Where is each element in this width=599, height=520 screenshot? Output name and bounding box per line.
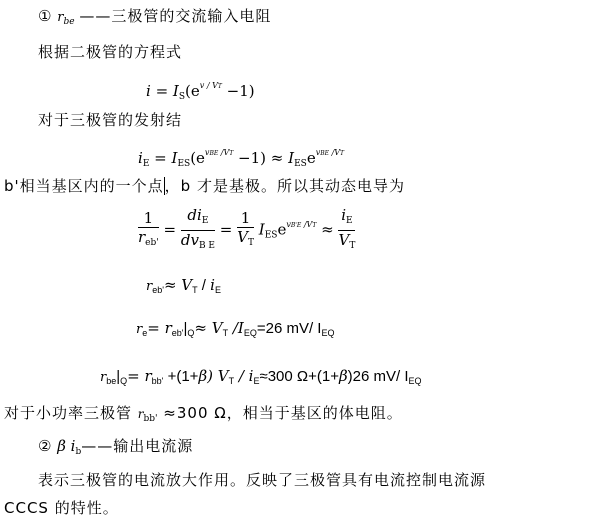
- heading-rbe: [38, 6, 271, 32]
- eq3-e: e: [277, 220, 287, 239]
- conductance-equation: [138, 206, 355, 255]
- eq5-r: r: [136, 322, 143, 337]
- eq2-I2: I: [288, 149, 295, 167]
- l5-prefix: 对于小功率三极管: [4, 404, 138, 422]
- eq2-I2sub: ES: [294, 159, 307, 169]
- base-point-sentence: [4, 176, 405, 196]
- eq6-vt: ) V: [207, 367, 229, 385]
- eq5-isub: EQ: [243, 328, 257, 338]
- diode-equation: [146, 76, 255, 107]
- eq2-e2: e: [306, 149, 316, 167]
- rbe-description: ——三极管的交流输入电阻: [79, 7, 272, 25]
- eq2-exp-v: v: [204, 148, 210, 157]
- eq5-r2sub: eb': [171, 328, 184, 338]
- eq2-i: i: [138, 149, 143, 167]
- l5-suffix: ≈300 Ω，相当于基区的体电阻。: [157, 404, 403, 422]
- frac2-disub: E: [201, 216, 209, 226]
- eq2-equals: =: [149, 149, 172, 167]
- eq1-exp-text: v / V: [199, 81, 218, 90]
- frac4-i: i: [341, 206, 347, 224]
- frac2-den: [181, 231, 215, 255]
- frac2-num: [181, 206, 215, 231]
- cccs-sentence: CCCS 的特性。: [4, 499, 119, 517]
- frac3-Vsub: T: [247, 238, 254, 248]
- eq2-exponent2: [316, 148, 344, 157]
- eq2-open: (e: [190, 149, 205, 167]
- eq4-isub: E: [214, 285, 221, 295]
- eq2-exp-vsub: BE: [209, 150, 219, 157]
- eq6-r2sub: bb': [151, 376, 164, 386]
- eq5-eq-r: = r: [147, 319, 172, 337]
- frac1-num: 1: [138, 209, 159, 228]
- diode-equation-intro: 根据二极管的方程式: [38, 43, 183, 61]
- frac-ie-vt: [338, 206, 355, 255]
- frac4-isub: E: [346, 216, 353, 226]
- eq5-valsub: EQ: [321, 328, 335, 338]
- frac-1-reb: [138, 209, 159, 252]
- eq2-exp-Vsub: T: [229, 150, 234, 157]
- eq1-exp-sub: T: [217, 83, 222, 90]
- eq1-exponent: [200, 81, 222, 90]
- eq2-exponent: [205, 148, 233, 157]
- eq3-exp-V: /V: [301, 219, 313, 229]
- be-subscript: be: [63, 17, 75, 27]
- eq5-rsub: e: [142, 328, 148, 338]
- circle-number-1: ①: [38, 7, 53, 25]
- eq6-bar: |: [116, 368, 121, 385]
- reb-approx: [146, 275, 221, 300]
- frac4-V: V: [338, 231, 350, 249]
- frac-die-dvbe: [181, 206, 215, 255]
- eq5-qsub: Q: [187, 328, 195, 338]
- eq3-exp-Vsub: T: [312, 221, 317, 229]
- eq5-vt: ≈ V: [194, 319, 223, 337]
- output-source-text: ——输出电流源: [81, 437, 194, 455]
- frac1-r: r: [138, 228, 146, 246]
- eq4-tsub: T: [192, 285, 198, 295]
- eq2-isub: E: [142, 159, 150, 169]
- dynamic-conductance-text: ，b 才是基极。所以其动态电导为: [164, 177, 405, 195]
- eq4-rsub: eb': [152, 285, 164, 295]
- eq4-slash: /: [197, 277, 211, 294]
- frac-1-vt: [237, 209, 254, 252]
- frac1-rsub: eb': [145, 238, 159, 248]
- eq3-I: I: [258, 220, 265, 239]
- eq6-rsub: be: [106, 376, 117, 386]
- eq6-r: r: [100, 370, 107, 385]
- eq6-end: )26 mV/ I: [347, 368, 409, 385]
- eq4-i: i: [210, 276, 215, 294]
- frac4-num: [338, 206, 355, 231]
- eq6-eq-r: = r: [127, 367, 152, 385]
- eq5-bar: |: [183, 320, 188, 337]
- eq1-open: (e: [185, 82, 200, 100]
- frac2-di: di: [187, 206, 202, 224]
- eq3-exp-vsub: B'E: [290, 221, 302, 229]
- beta-ib-symbol: β i: [52, 437, 76, 455]
- small-power-sentence: [4, 403, 403, 429]
- eq6-beta: β: [198, 367, 208, 385]
- eq2-exp-V: /V: [218, 148, 230, 157]
- eq1-Isub: S: [178, 92, 186, 102]
- frac4-Vsub: T: [349, 241, 356, 251]
- r-letter: r: [57, 10, 64, 25]
- frac1-den: [138, 228, 159, 252]
- eq3-exponent: [286, 220, 316, 229]
- b-subscript: b: [75, 447, 82, 457]
- emitter-junction-intro: 对于三极管的发射结: [38, 111, 183, 129]
- eq1-I: I: [172, 82, 179, 100]
- l5-r: r: [137, 407, 144, 421]
- frac2-dvsub: B E: [198, 241, 215, 251]
- eq4-r: r: [146, 279, 153, 294]
- eq6-ie: / i: [234, 367, 254, 385]
- amplification-sentence: 表示三极管的电流放大作用。反映了三极管具有电流控制电流源: [38, 471, 487, 489]
- eq2-I: I: [171, 149, 178, 167]
- frac4-den: [338, 231, 355, 255]
- frac3-V: V: [237, 228, 248, 246]
- eq2-close: −1) ≈: [233, 149, 289, 167]
- eq6-plus: +(1+: [163, 368, 199, 385]
- eq2-exp2-Vsub: T: [340, 150, 345, 157]
- l5-rsub: bb': [143, 414, 158, 424]
- frac3-den: [237, 228, 254, 252]
- eq1-i: i: [146, 82, 151, 100]
- eq6-beta2: β: [338, 367, 348, 385]
- eq5-value: =26 mV/ I: [256, 320, 322, 337]
- eq2-exp2-V: /V: [329, 148, 341, 157]
- eq6-endsub: EQ: [408, 376, 422, 386]
- eq3-approx: ≈: [321, 220, 339, 239]
- eq2-exp2-vsub: BE: [320, 150, 330, 157]
- eq5-ieq: /I: [228, 319, 244, 337]
- eq2-Isub: ES: [177, 159, 191, 169]
- eq1-equals: =: [150, 82, 173, 100]
- eq6-tsub: T: [228, 376, 235, 386]
- eq3-Isub: ES: [264, 230, 278, 241]
- rbe-symbol: [57, 10, 74, 25]
- re-equation: [136, 318, 334, 343]
- frac2-dv: dv: [180, 231, 199, 249]
- eq3-equals: =: [163, 220, 181, 239]
- eq6-qsub: Q: [120, 376, 128, 386]
- eq6-approx: ≈300 Ω+(1+: [259, 368, 339, 385]
- heading-beta-ib: [38, 436, 193, 462]
- frac3-num: 1: [237, 209, 254, 228]
- circle-number-2: ②: [38, 437, 53, 455]
- b-prime-text: b'相当基区内的一个点: [4, 177, 164, 195]
- rbe-equation: [100, 366, 422, 391]
- emitter-equation: [138, 143, 344, 174]
- eq3-equals2: =: [219, 220, 238, 239]
- eq2-exp2-v: v: [315, 148, 321, 157]
- eq5-tsub: T: [222, 328, 229, 338]
- eq6-isub: E: [253, 376, 260, 386]
- eq4-vt: ≈ V: [163, 276, 193, 294]
- eq3-exp-v: v: [286, 219, 291, 229]
- eq1-close: −1): [221, 82, 255, 100]
